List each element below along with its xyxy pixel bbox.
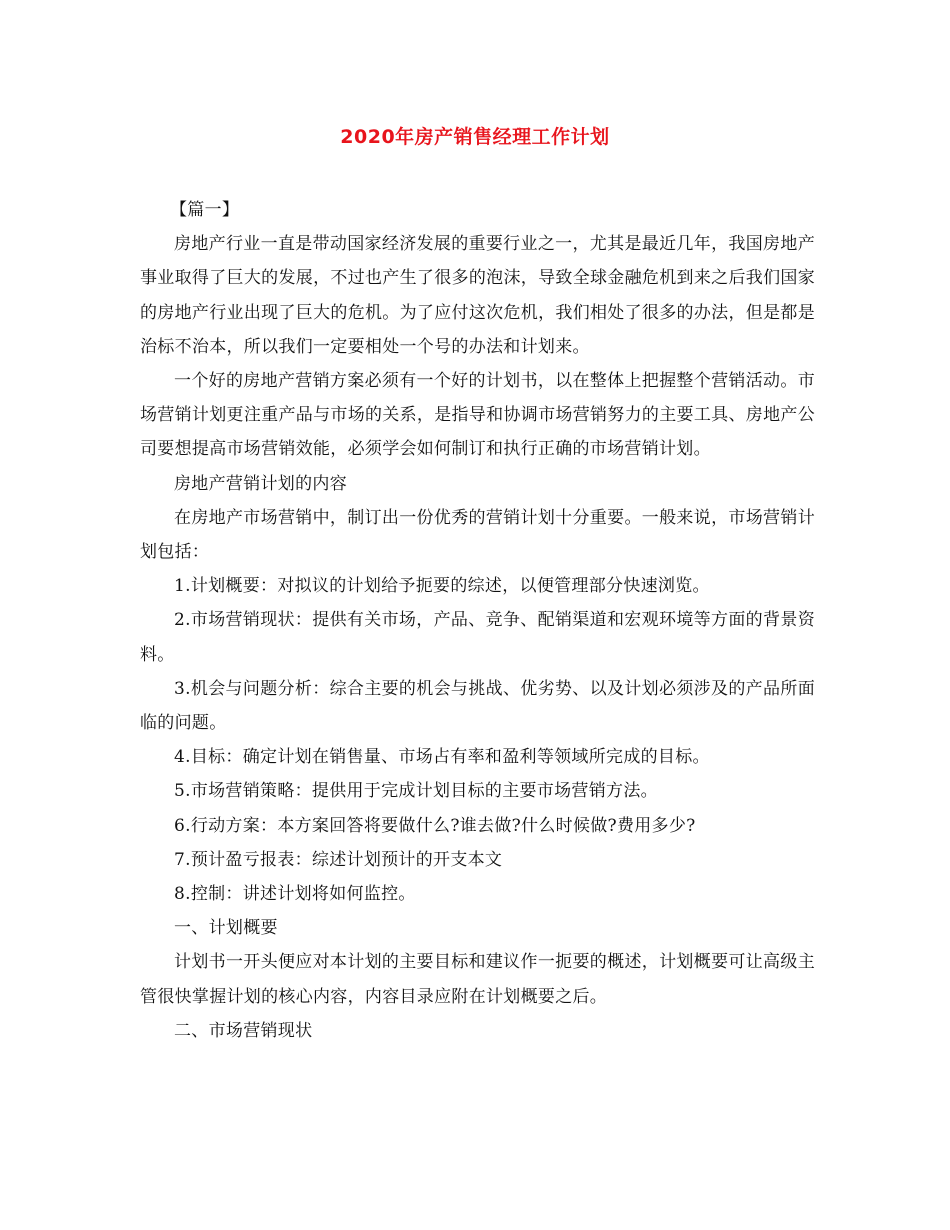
paragraph-intro: 房地产行业一直是带动国家经济发展的重要行业之一，尤其是最近几年，我国房地产事业取得了巨大的发展，不过也产生了很多的泡沫，导致全球金融危机到来之后我们国家的房地产行业出现了巨大的危机。为了应付这次危机，我们相处了很多的办法，但是都是治标不治本，所以我们一定要相处一个号的办法和计划来。 (140, 234, 815, 357)
list-item-4: 4.目标：确定计划在销售量、市场占有率和盈利等领域所完成的目标。 (174, 747, 710, 768)
list-item-2: 2.市场营销现状：提供有关市场，产品、竞争、配销渠道和宏观环境等方面的背景资料。 (140, 610, 815, 665)
section-label: 【篇一】 (170, 200, 240, 220)
paragraph-plan-importance: 一个好的房地产营销方案必须有一个好的计划书，以在整体上把握整个营销活动。市场营销计划更注重产品与市场的关系，是指导和协调市场营销努力的主要工具、房地产公司要想提高市场营销效能，必须学会如何制订和执行正确的市场营销计划。 (140, 371, 815, 460)
paragraph-plan-includes: 在房地产市场营销中，制订出一份优秀的营销计划十分重要。一般来说，市场营销计划包括： (140, 507, 815, 563)
document-body (140, 193, 815, 1048)
list-item-5: 5.市场营销策略：提供用于完成计划目标的主要市场营销方法。 (174, 781, 658, 802)
paragraph-plan-summary: 计划书一开头便应对本计划的主要目标和建议作一扼要的概述，计划概要可让高级主管很快掌握计划的核心内容，内容目录应附在计划概要之后。 (140, 952, 815, 1007)
list-item-6: 6.行动方案：本方案回答将要做什么?谁去做?什么时候做?费用多少? (174, 815, 696, 836)
document-title: 2020年房产销售经理工作计划 (340, 126, 610, 148)
list-item-1: 1.计划概要：对拟议的计划给予扼要的综述，以便管理部分快速浏览。 (174, 576, 710, 597)
section-heading-1: 一、计划概要 (174, 918, 278, 939)
list-item-3: 3.机会与问题分析：综合主要的机会与挑战、优劣势、以及计划必须涉及的产品所面临的问题。 (140, 678, 815, 734)
list-item-8: 8.控制：讲述计划将如何监控。 (174, 884, 416, 905)
section-heading-2: 二、市场营销现状 (174, 1020, 313, 1041)
list-item-7: 7.预计盈亏报表：综述计划预计的开支本文 (174, 849, 503, 870)
subheading-plan-content: 房地产营销计划的内容 (174, 473, 347, 494)
